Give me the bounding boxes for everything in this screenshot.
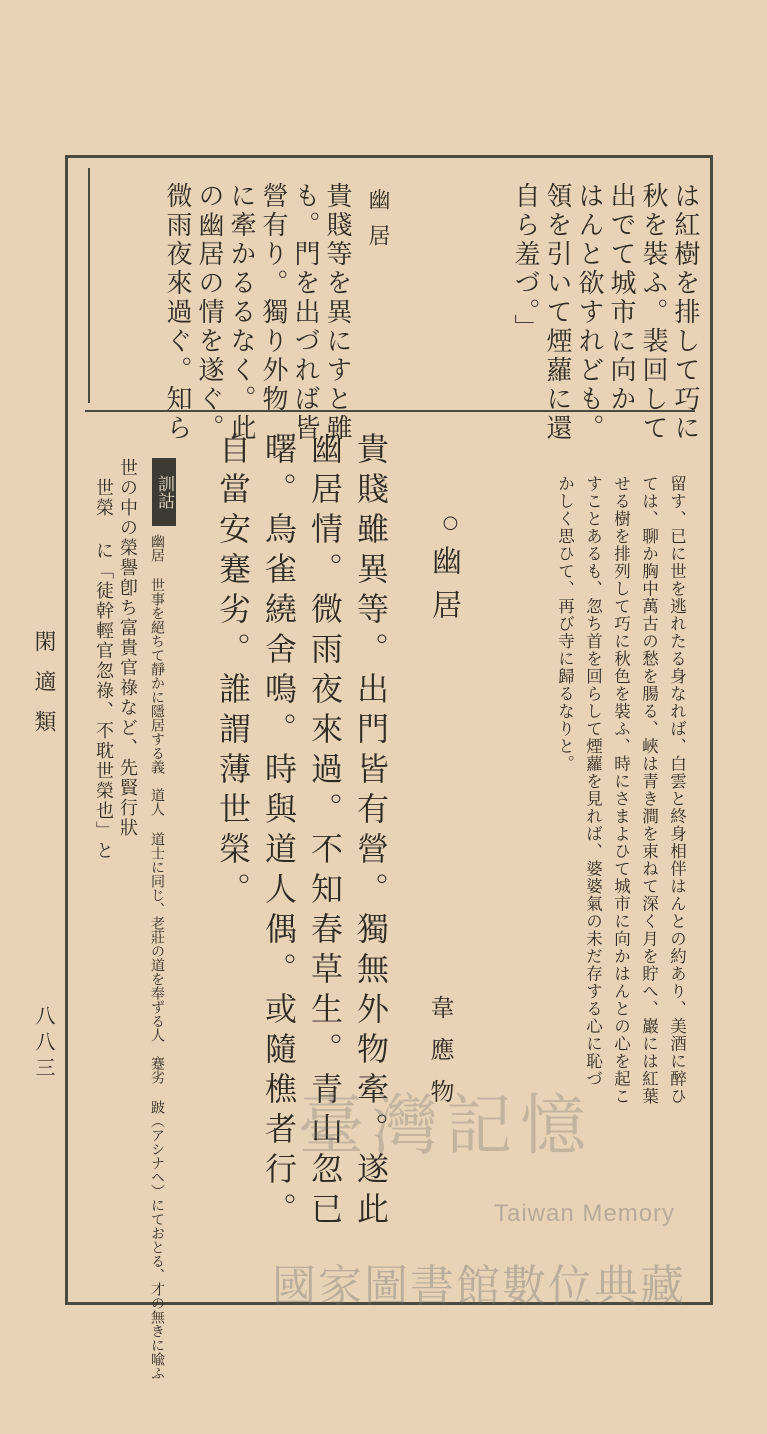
poem-title: 幽居 (426, 545, 461, 633)
poem-line: 自當安蹇劣。誰謂薄世榮。 (214, 432, 252, 912)
poem-marker: ○ (440, 512, 461, 533)
glossary-line: 幽居 世事を絕ちて靜かに隱居する義 道人 道士に同じ、老莊の道を奉ずる人 蹇劣 跛（アシナヘ）にておとる、才の無きに喩ふ (149, 534, 165, 1380)
watermark-logo-text: 臺灣記憶 (298, 1087, 594, 1164)
upper-line: 自ら羞づ。」 (510, 182, 540, 343)
poem-author: 韋應物 (426, 995, 454, 1121)
upper-line: も。門を出づれば皆 (290, 182, 320, 443)
glossary-line: 世榮 に「徒幹輕官忽祿、不耽世榮也」と (93, 478, 114, 861)
upper-line: 出でて城市に向か (606, 182, 636, 414)
upper-line: 領を引いて煙蘿に還 (542, 182, 572, 443)
upper-line: に牽かるるなく。此 (226, 182, 256, 443)
commentary-line: ては、聊か胸中萬古の愁を腸る、峽は青き澗を束ねて深く月を貯へ、巖には紅葉 (639, 475, 659, 1105)
commentary-line: かしく思ひて、再び寺に歸るなりと。 (555, 475, 575, 773)
glossary-label: 訓詁 (152, 458, 176, 526)
commentary-line: 留す、已に世を逃れたる身なれば、白雲と終身相伴はんとの約あり、美酒に醉ひ (667, 475, 687, 1105)
poem-line: 幽居情。微雨夜來過。不知春草生。青山忽已 (306, 432, 344, 1232)
upper-line: は紅樹を排して巧に (670, 182, 700, 443)
upper-line: はんと欲すれども。 (574, 182, 604, 443)
page-number: 八八三 (32, 1005, 56, 1083)
poem-line: 曙。鳥雀繞舍鳴。時與道人偶。或隨樵者行。 (260, 432, 298, 1232)
upper-line: 微雨夜來過ぐ。知ら (162, 182, 192, 443)
upper-line: 貴賤等を異にすと雖 (322, 182, 352, 443)
commentary-line: せる樹を排列して巧に秋色を裝ふ、時にさまよひて城市に向かはんとの心を起こ (611, 475, 631, 1105)
running-title: 閑適類 (31, 630, 56, 750)
poem-line: 貴賤雖異等。出門皆有營。獨無外物牽。遂此 (352, 432, 390, 1232)
upper-box-left-rule (88, 168, 90, 403)
glossary-line: 世の中の榮譽卽ち富貴官祿など、先賢行狀 (117, 458, 138, 838)
commentary-line: すことあるも、忽ち首を回らして煙蘿を見れば、婆婆氣の未だ存する心に恥づ (583, 475, 603, 1088)
watermark-organization: 國家圖書館數位典藏 (272, 1261, 686, 1312)
upper-heading: 幽居 (365, 188, 390, 260)
watermark-english: Taiwan Memory (494, 1200, 676, 1227)
upper-line: 秋を裝ふ。裴回して (638, 182, 668, 443)
upper-line: 營有り。獨り外物 (258, 182, 288, 414)
upper-line: の幽居の情を遂ぐ。 (194, 182, 224, 443)
